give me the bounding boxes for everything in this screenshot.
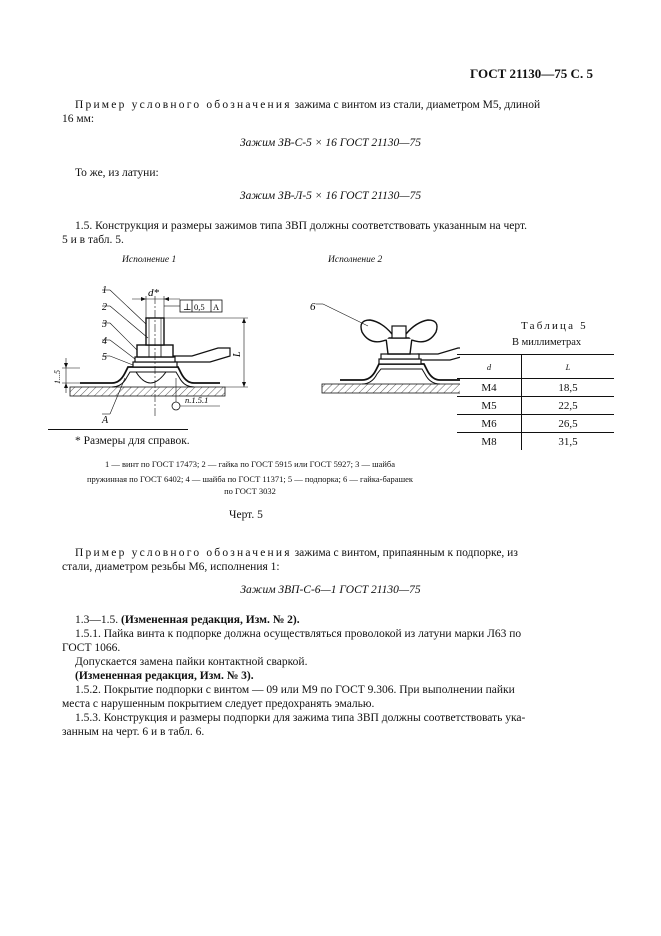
para-1-5-line1: 1.5. Конструкция и размеры зажимов типа ЗВП должны соответствовать указанным на черт.: [75, 220, 528, 232]
table-header-row: [457, 355, 614, 379]
label-4: 4: [102, 336, 107, 347]
designation-2: Зажим ЗВ-Л-5 × 16 ГОСТ 21130—75: [239, 190, 422, 202]
label-A: A: [102, 415, 109, 426]
table-cell: М6: [457, 415, 522, 433]
table-row: [457, 379, 614, 397]
example1-paragraph: [75, 98, 595, 112]
table-cell: М5: [457, 397, 522, 415]
example2-paragraph: [75, 546, 605, 560]
para-1-3-bold: (Измененная редакция, Изм. № 2).: [121, 614, 300, 626]
example1-continuation: 16 мм:: [62, 113, 95, 125]
label-6: 6: [310, 301, 316, 313]
example2-continuation: стали, диаметром резьбы М6, исполнения 1:: [62, 561, 280, 573]
table-cell: 31,5: [522, 433, 615, 451]
tolerance-value: 0,5: [194, 302, 205, 312]
tolerance-ref: A: [213, 302, 220, 312]
label-2: 2: [102, 302, 107, 313]
label-5: 5: [102, 352, 107, 363]
table-cell: 18,5: [522, 379, 615, 397]
tolerance-symbol: ⊥: [183, 302, 192, 312]
same-brass-text: То же, из латуни:: [75, 167, 159, 179]
example1-rest: зажима с винтом из стали, диаметром М5, длиной: [291, 99, 541, 111]
example2-rest: зажима с винтом, припаянным к подпорке, из: [291, 547, 518, 559]
table-cell: М8: [457, 433, 522, 451]
page-header: ГОСТ 21130—75 С. 5: [470, 66, 593, 81]
para-1-5-3-line2: занным на черт. 6 и в табл. 6.: [62, 726, 205, 738]
para-1-5-2-line1: 1.5.2. Покрытие подпорки с винтом — 09 или М9 по ГОСТ 9.306. При выполнении пайки: [75, 684, 515, 696]
label-3: 3: [102, 319, 107, 330]
para-1-5-1-line2: ГОСТ 1066.: [62, 642, 121, 654]
technical-drawing: [40, 266, 460, 436]
label-d: d*: [148, 287, 159, 299]
para-changed-3: (Измененная редакция, Изм. № 3).: [75, 670, 254, 682]
legend-line-3: по ГОСТ 3032: [224, 486, 276, 496]
figure-caption-right: Исполнение 2: [328, 255, 383, 265]
table5-title: Таблица 5: [521, 320, 588, 332]
table-header-d: d: [457, 355, 522, 379]
table-row: [457, 415, 614, 433]
table5: [457, 354, 614, 450]
para-1-5-1-line1: 1.5.1. Пайка винта к подпорке должна осуществляться проволокой из латуни марки Л63 по: [75, 628, 522, 640]
execution-1-drawing: [62, 290, 248, 416]
table-row: [457, 433, 614, 451]
table-cell: 22,5: [522, 397, 615, 415]
para-welding: Допускается замена пайки контактной сваркой.: [75, 656, 308, 668]
para-1-5-3-line1: 1.5.3. Конструкция и размеры подпорки для зажима типа ЗВП должны соответствовать ука-: [75, 712, 526, 724]
execution-2-drawing: [316, 304, 460, 393]
table-row: [457, 397, 614, 415]
para-1-5-line2: 5 и в табл. 5.: [62, 234, 124, 246]
example1-lead: Пример условного обозначения: [75, 99, 292, 111]
table-cell: М4: [457, 379, 522, 397]
designation-1: Зажим ЗВ-С-5 × 16 ГОСТ 21130—75: [239, 137, 422, 149]
para-1-3-prefix: 1.3—1.5.: [75, 614, 121, 626]
table-header-L: L: [522, 355, 615, 379]
chart-label: Черт. 5: [229, 509, 263, 521]
legend-line-2: пружинная по ГОСТ 6402; 4 — шайба по ГОСТ 11371; 5 — подпорка; 6 — гайка-барашек: [86, 474, 414, 484]
footnote: * Размеры для справок.: [75, 435, 190, 447]
para-1-5-2-line2: места с нарушенным покрытием следует предохранять эмалью.: [62, 698, 375, 710]
example2-lead: Пример условного обозначения: [75, 547, 292, 559]
label-1: 1: [102, 285, 107, 296]
label-L: L: [232, 351, 243, 357]
para-1-3-1-5: [75, 613, 300, 627]
footnote-rule: [48, 429, 188, 430]
legend-line-1: 1 — винт по ГОСТ 17473; 2 — гайка по ГОСТ 5915 или ГОСТ 5927; 3 — шайба: [104, 459, 396, 469]
label-dim-left: 1...5: [53, 370, 62, 384]
designation-3: Зажим ЗВП-С-6—1 ГОСТ 21130—75: [240, 584, 421, 596]
figure-caption-left: Исполнение 1: [122, 255, 177, 265]
table-cell: 26,5: [522, 415, 615, 433]
table5-units: В миллиметрах: [512, 337, 582, 348]
solder-note: п.1.5.1: [185, 395, 209, 405]
